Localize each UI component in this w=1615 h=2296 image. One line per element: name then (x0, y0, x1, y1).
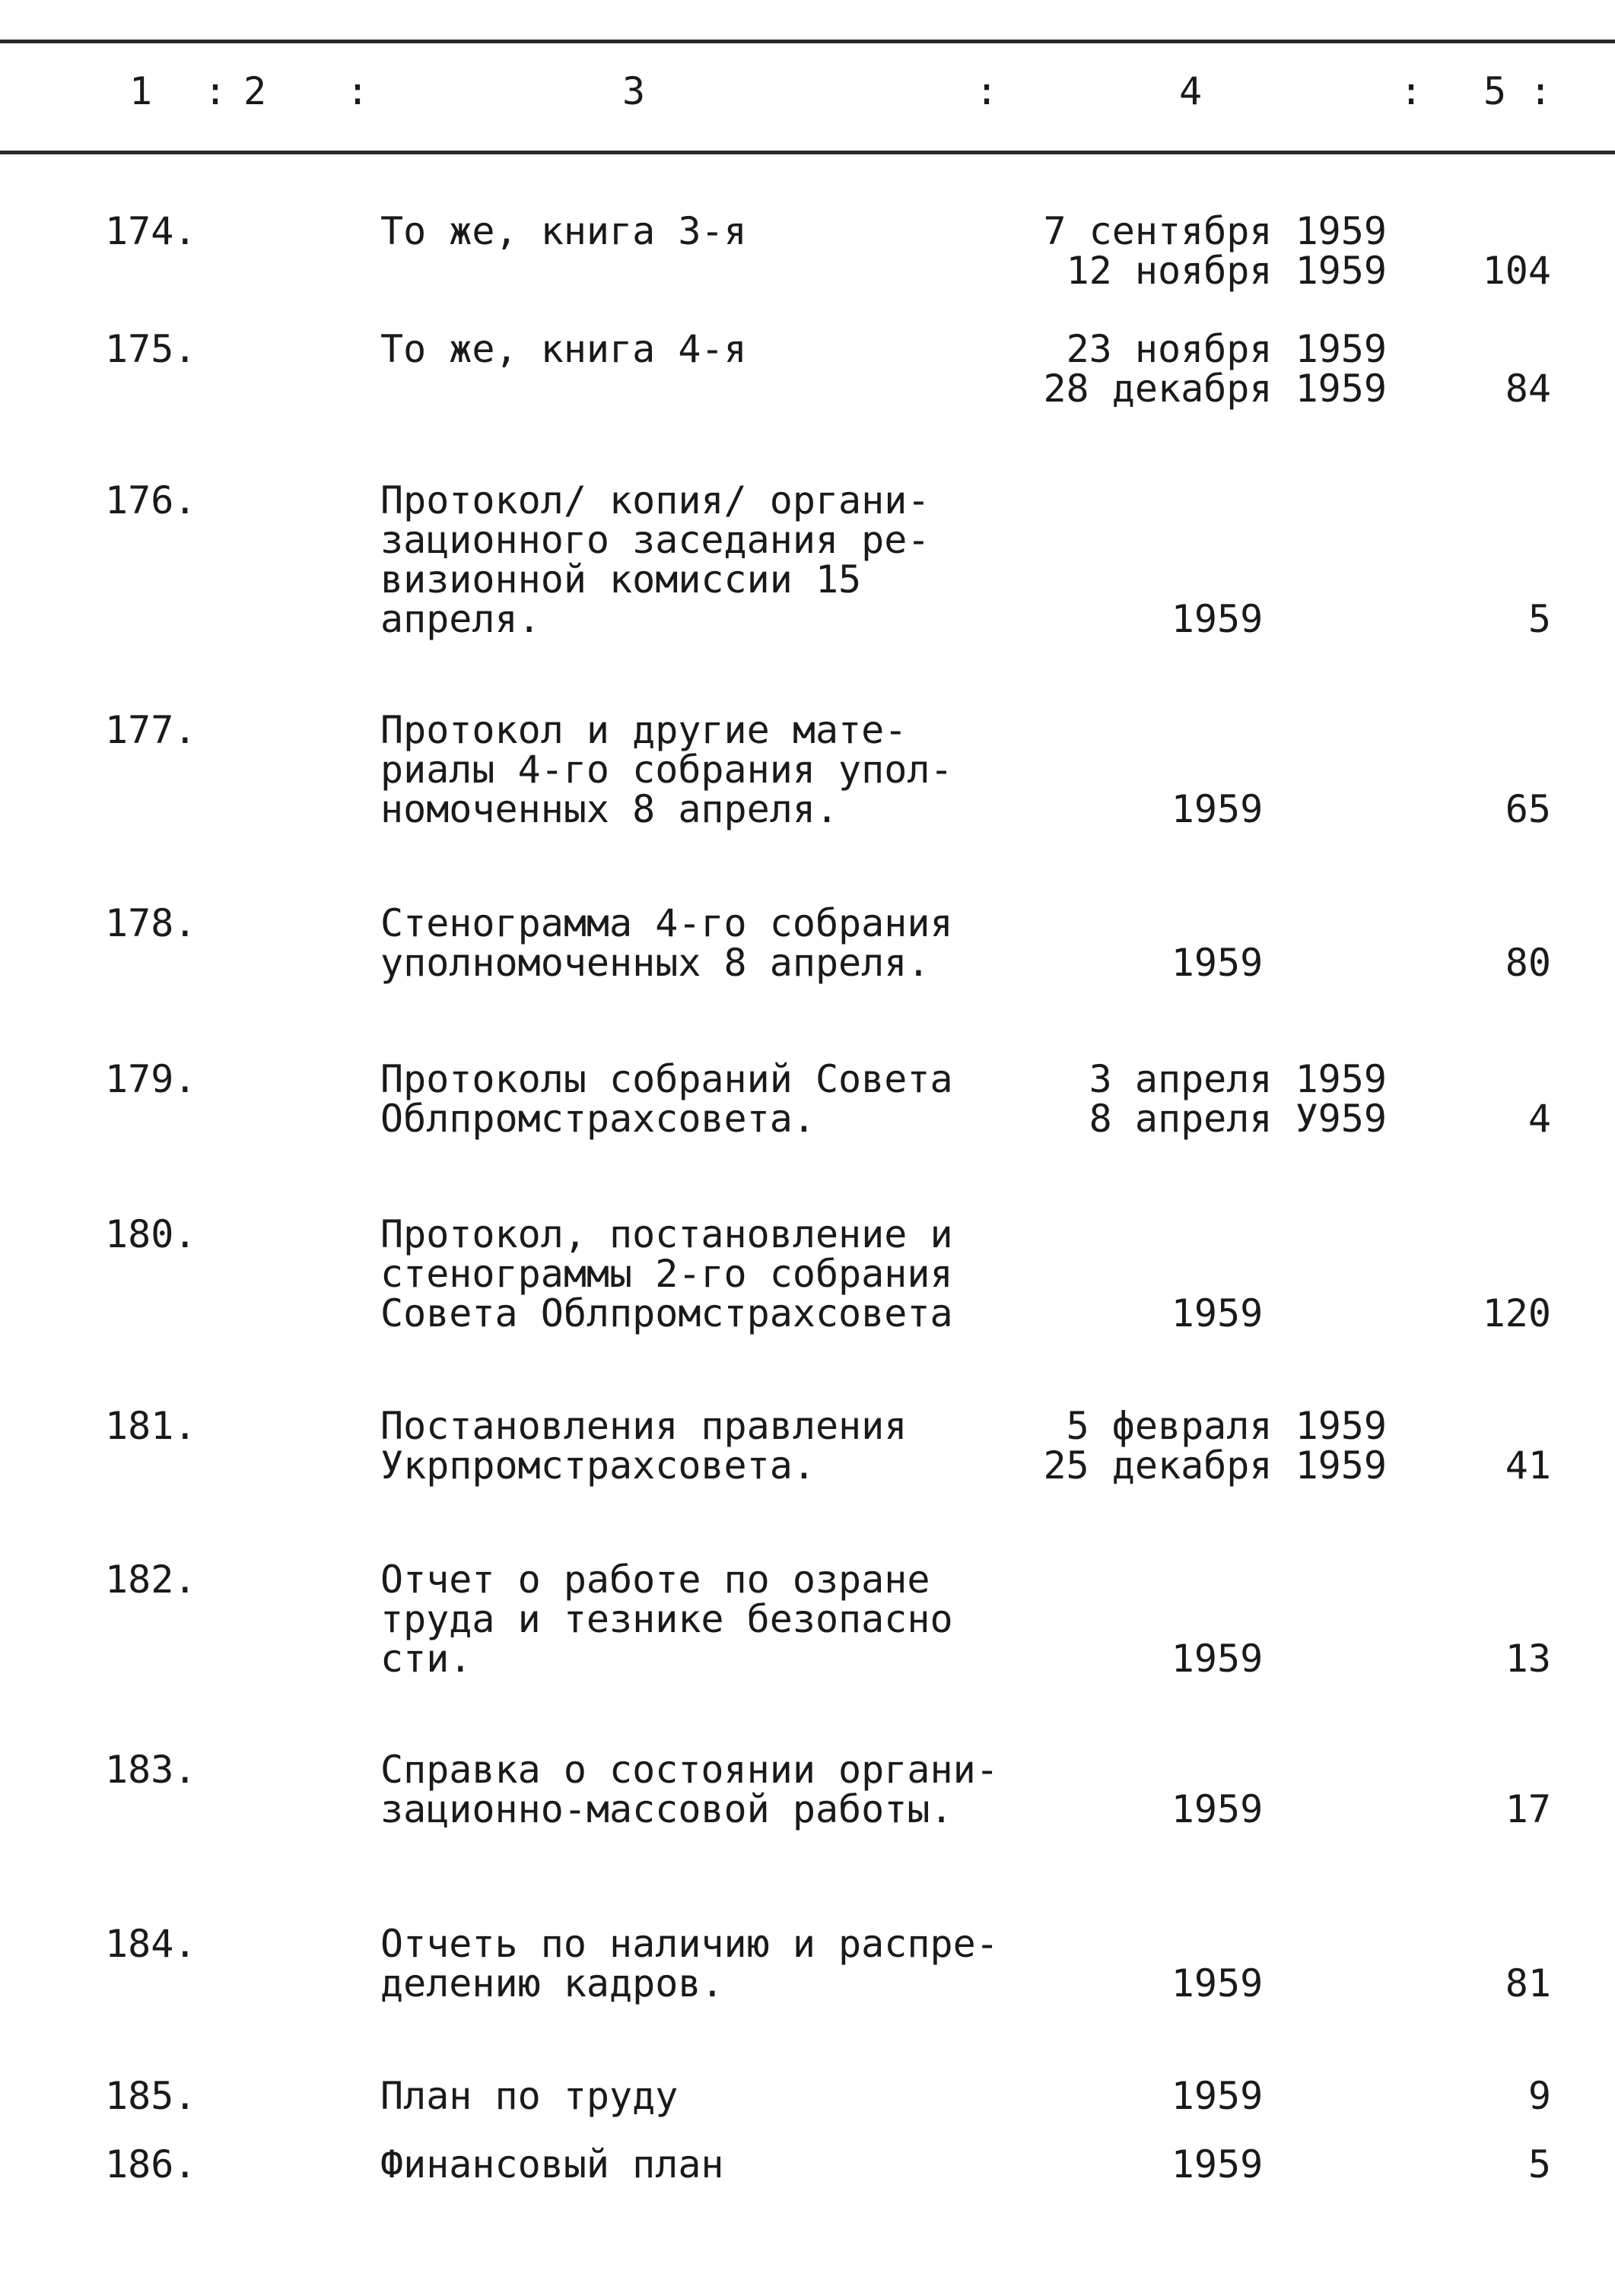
col5-number: 5 (1483, 69, 1507, 113)
item-description-line: Отчет о работе по озране (380, 1558, 930, 1602)
item-date: 1959 (1171, 2142, 1264, 2186)
item-description-line: Справка о состоянии органи- (380, 1748, 999, 1792)
header-top-rule (0, 40, 1615, 43)
item-number: 175. (105, 327, 197, 371)
item-sheet-count: 41 (1505, 1443, 1551, 1488)
col-separator: : (1400, 69, 1423, 113)
item-description-line: Финансовый план (380, 2142, 724, 2186)
item-description-line: труда и тезнике безопасно (380, 1597, 953, 1641)
item-sheet-count: 9 (1528, 2074, 1551, 2118)
item-date: 1959 (1171, 1961, 1264, 2005)
item-description-line: Протокол и другие мате- (380, 708, 908, 752)
item-description-line: номоченных 8 апреля. (380, 787, 839, 831)
item-description-line: зационного заседания ре- (380, 518, 930, 562)
item-date: 1959 (1171, 1787, 1264, 1831)
col4-number: 4 (1179, 69, 1203, 113)
item-description-line: стенограммы 2-го собрания (380, 1252, 953, 1296)
item-number: 180. (105, 1212, 197, 1256)
item-description-line: апреля. (380, 597, 541, 641)
col-separator: : (204, 69, 227, 113)
item-date: 1959 (1171, 597, 1264, 641)
item-date: 1959 (1171, 2074, 1264, 2118)
item-number: 185. (105, 2074, 197, 2118)
item-number: 181. (105, 1404, 197, 1448)
item-date: 5 февраля 1959 (1066, 1404, 1387, 1448)
item-description-line: Постановления правления (380, 1404, 908, 1448)
item-number: 184. (105, 1922, 197, 1966)
item-description-line: Протокол/ копия/ органи- (380, 478, 930, 522)
item-sheet-count: 81 (1505, 1961, 1551, 2005)
header-bottom-rule (0, 151, 1615, 154)
item-date: 7 сентября 1959 (1043, 209, 1387, 253)
item-number: 178. (105, 901, 197, 945)
item-date: 1959 (1171, 1291, 1264, 1335)
item-sheet-count: 84 (1505, 367, 1551, 411)
col-separator: : (975, 69, 999, 113)
item-number: 177. (105, 708, 197, 752)
col-separator: : (346, 69, 370, 113)
col2-number: 2 (243, 69, 267, 113)
item-date: 25 декабря 1959 (1043, 1443, 1387, 1488)
item-sheet-count: 80 (1505, 941, 1551, 985)
item-sheet-count: 5 (1528, 2142, 1551, 2186)
item-number: 186. (105, 2142, 197, 2186)
item-sheet-count: 5 (1528, 597, 1551, 641)
item-description-line: Совета Облпромстрахсовета (380, 1291, 953, 1335)
item-sheet-count: 65 (1505, 787, 1551, 831)
col1-number: 1 (129, 69, 153, 113)
item-date: 1959 (1171, 941, 1264, 985)
item-description-line: План по труду (380, 2074, 679, 2118)
item-sheet-count: 13 (1505, 1637, 1551, 1681)
col3-number: 3 (622, 69, 646, 113)
item-date: 1959 (1171, 787, 1264, 831)
item-date: 8 апреля У959 (1089, 1097, 1387, 1141)
item-description-line: То же, книга 3-я (380, 209, 747, 253)
item-description-line: Протоколы собраний Совета (380, 1057, 953, 1101)
item-date: 3 апреля 1959 (1089, 1057, 1387, 1101)
item-description-line: зационно-массовой работы. (380, 1787, 953, 1831)
item-description-line: делению кадров. (380, 1961, 724, 2005)
item-sheet-count: 17 (1505, 1787, 1551, 1831)
item-description-line: Стенограмма 4-го собрания (380, 901, 953, 945)
item-number: 183. (105, 1748, 197, 1792)
item-description-line: риалы 4-го собрания упол- (380, 748, 953, 792)
item-sheet-count: 120 (1482, 1291, 1551, 1335)
item-sheet-count: 4 (1528, 1097, 1551, 1141)
item-number: 176. (105, 478, 197, 522)
item-description-line: визионной комиссии 15 (380, 557, 862, 602)
item-number: 179. (105, 1057, 197, 1101)
item-date: 12 ноября 1959 (1066, 249, 1387, 293)
item-description-line: Отчеть по наличию и распре- (380, 1922, 999, 1966)
item-number: 174. (105, 209, 197, 253)
item-description-line: Облпромстрахсовета. (380, 1097, 815, 1141)
item-date: 23 ноября 1959 (1066, 327, 1387, 371)
item-description-line: уполномоченных 8 апреля. (380, 941, 930, 985)
item-sheet-count: 104 (1482, 249, 1551, 293)
item-date: 1959 (1171, 1637, 1264, 1681)
col-separator: : (1529, 69, 1553, 113)
item-description-line: То же, книга 4-я (380, 327, 747, 371)
item-description-line: Укрпромстрахсовета. (380, 1443, 815, 1488)
item-description-line: Протокол, постановление и (380, 1212, 953, 1256)
item-description-line: сти. (380, 1637, 472, 1681)
item-number: 182. (105, 1558, 197, 1602)
item-date: 28 декабря 1959 (1043, 367, 1387, 411)
